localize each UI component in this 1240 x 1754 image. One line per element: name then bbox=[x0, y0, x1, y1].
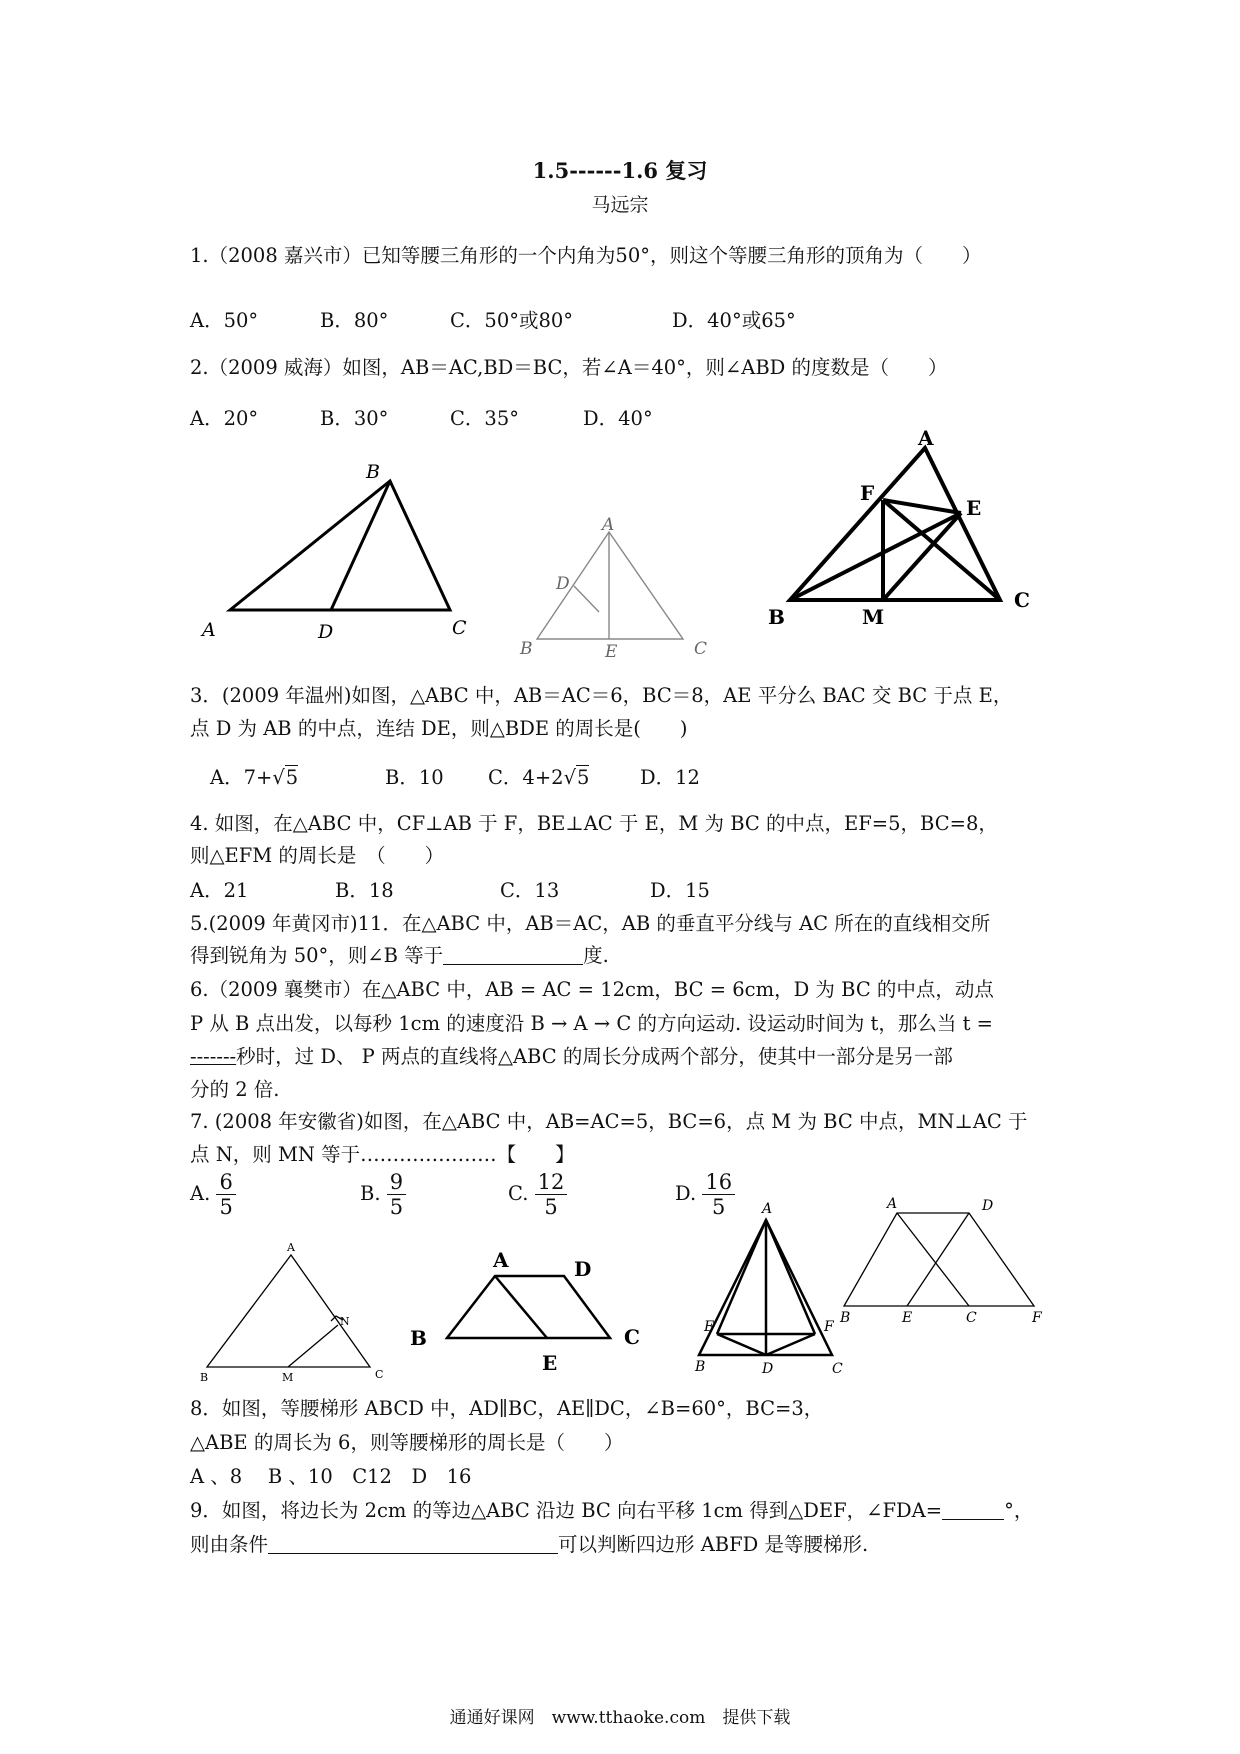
q7-line-1: 7. (2008 年安徽省)如图，在△ABC 中，AB=AC=5，BC=6，点 M 为 BC 中点，MN⊥AC 于 bbox=[190, 1110, 1028, 1133]
fig6-label-a: A bbox=[762, 1201, 773, 1217]
q3-option-d: D．12 bbox=[640, 766, 700, 789]
fig1-label-c: C bbox=[452, 617, 467, 639]
fig5-label-b: B bbox=[410, 1326, 427, 1350]
q9-line-1: 9．如图，将边长为 2cm 的等边△ABC 沿边 BC 向右平移 1cm 得到△DEF，∠FDA= °， bbox=[190, 1499, 1034, 1522]
fig3-label-b: B bbox=[768, 605, 785, 629]
q1-option-c: C．50°或80° bbox=[450, 309, 574, 332]
page-footer: 通通好课网 www.tthaoke.com 提供下载 bbox=[449, 1708, 791, 1728]
q7-line-2: 点 N，则 MN 等于…………………【 】 bbox=[190, 1143, 575, 1166]
q4-option-b: B．18 bbox=[335, 879, 394, 902]
q7-option-c: C. $\frac{12}{5}$ bbox=[508, 1170, 567, 1219]
fig3-label-c: C bbox=[1014, 588, 1030, 612]
q9-line-2: 则由条件 可以判断四边形 ABFD 是等腰梯形. bbox=[190, 1533, 869, 1556]
q7-option-d: D. $\frac{16}{5}$ bbox=[675, 1170, 735, 1219]
fig7-label-d: D bbox=[982, 1198, 994, 1214]
q3-option-a: A．7+√5 bbox=[210, 766, 299, 789]
q4-line-1: 4. 如图，在△ABC 中，CF⊥AB 于 F，BE⊥AC 于 E，M 为 BC 的中点，EF=5，BC=8， bbox=[190, 812, 998, 835]
q2-option-d: D．40° bbox=[583, 407, 653, 430]
q1-text: 1.（2008 嘉兴市）已知等腰三角形的一个内角为50°，则这个等腰三角形的顶角为（ ） bbox=[190, 244, 982, 267]
q6-line-1: 6.（2009 襄樊市）在△ABC 中，AB = AC = 12cm，BC = 6cm，D 为 BC 的中点，动点 bbox=[190, 978, 994, 1001]
figure-isosceles-ade bbox=[699, 1220, 832, 1355]
fig4-label-n: N bbox=[340, 1315, 350, 1328]
q3-option-b: B．10 bbox=[385, 766, 444, 789]
fig2-label-c: C bbox=[694, 639, 708, 659]
fig5-label-e: E bbox=[542, 1351, 558, 1375]
q1-option-d: D．40°或65° bbox=[672, 309, 796, 332]
fig5-label-a: A bbox=[493, 1248, 509, 1272]
fig6-label-d: D bbox=[762, 1361, 774, 1377]
fig7-label-f: F bbox=[1032, 1310, 1042, 1326]
q4-option-d: D．15 bbox=[650, 879, 710, 902]
fig4-label-b: B bbox=[200, 1371, 209, 1384]
q3-option-c: C．4+2√5 bbox=[488, 766, 590, 789]
figure-trapezoid-abcd bbox=[447, 1276, 610, 1338]
fig6-label-f: F bbox=[824, 1319, 834, 1335]
fig4-label-m: M bbox=[282, 1371, 294, 1384]
fig1-label-a: A bbox=[202, 619, 216, 641]
fig2-label-b: B bbox=[520, 639, 533, 659]
fig3-label-e: E bbox=[966, 496, 982, 520]
q6-line-4: 分的 2 倍. bbox=[190, 1078, 280, 1101]
fig6-label-c: C bbox=[832, 1361, 843, 1377]
fig7-label-c: C bbox=[966, 1310, 977, 1326]
fig1-label-d: D bbox=[318, 621, 334, 643]
q1-option-b: B．80° bbox=[320, 309, 389, 332]
q4-line-2: 则△EFM 的周长是 （ ） bbox=[190, 844, 445, 867]
fig3-label-f: F bbox=[860, 481, 875, 505]
q2-option-a: A．20° bbox=[190, 407, 259, 430]
q5-line-2: 得到锐角为 50°，则∠B 等于 度. bbox=[190, 944, 609, 967]
fig2-label-d: D bbox=[556, 574, 570, 594]
q2-text: 2.（2009 威海）如图，AB＝AC,BD＝BC，若∠A＝40°，则∠ABD 的度数是（ ） bbox=[190, 356, 948, 379]
fig4-label-c: C bbox=[375, 1368, 384, 1381]
figure-triangle-mn bbox=[207, 1255, 370, 1367]
author: 马远宗 bbox=[591, 194, 649, 216]
fig6-label-b: B bbox=[695, 1359, 706, 1375]
fig2-label-a: A bbox=[602, 515, 615, 535]
page-title: 1.5------1.6 复习 bbox=[532, 158, 708, 183]
fig3-label-m: M bbox=[862, 605, 885, 629]
fig7-label-b: B bbox=[840, 1310, 851, 1326]
q3-line-1: 3．(2009 年温州)如图，△ABC 中，AB＝AC＝6，BC＝8，AE 平分么 BAC 交 BC 于点 E， bbox=[190, 684, 1013, 707]
q6-line-3: -------秒时，过 D、 P 两点的直线将△ABC 的周长分成两个部分，使其中一部分是另一部 bbox=[190, 1045, 953, 1068]
q7-option-a: A. $\frac{6}{5}$ bbox=[190, 1170, 236, 1219]
fig6-label-e: E bbox=[704, 1319, 715, 1335]
q2-option-b: B．30° bbox=[320, 407, 389, 430]
q6-line-2: P 从 B 点出发，以每秒 1cm 的速度沿 B → A → C 的方向运动. 设运动时间为 t，那么当 t = bbox=[190, 1012, 993, 1035]
q8-line-2: △ABE 的周长为 6，则等腰梯形的周长是（ ） bbox=[190, 1431, 624, 1454]
figure-translation-abfd bbox=[844, 1213, 1034, 1306]
fig5-label-c: C bbox=[624, 1325, 640, 1349]
q4-option-c: C．13 bbox=[500, 879, 560, 902]
q4-option-a: A．21 bbox=[190, 879, 249, 902]
fig7-label-e: E bbox=[902, 1310, 913, 1326]
q1-option-a: A．50° bbox=[190, 309, 259, 332]
q3-line-2: 点 D 为 AB 的中点，连结 DE，则△BDE 的周长是( ) bbox=[190, 717, 688, 740]
fig7-label-a: A bbox=[887, 1196, 898, 1212]
fig4-label-a: A bbox=[287, 1241, 295, 1254]
q2-option-c: C．35° bbox=[450, 407, 519, 430]
fig3-label-a: A bbox=[918, 426, 934, 450]
fig5-label-d: D bbox=[574, 1257, 592, 1281]
q8-options: A 、8 B 、10 C12 D 16 bbox=[190, 1465, 472, 1488]
q7-option-b: B. $\frac{9}{5}$ bbox=[360, 1170, 406, 1219]
q8-line-1: 8．如图，等腰梯形 ABCD 中，AD∥BC，AE∥DC，∠B=60°，BC=3， bbox=[190, 1397, 824, 1420]
fig1-label-b: B bbox=[366, 461, 380, 483]
fig2-label-e: E bbox=[605, 642, 618, 662]
q5-line-1: 5.(2009 年黄冈市)11．在△ABC 中，AB＝AC，AB 的垂直平分线与 AC 所在的直线相交所 bbox=[190, 912, 991, 935]
